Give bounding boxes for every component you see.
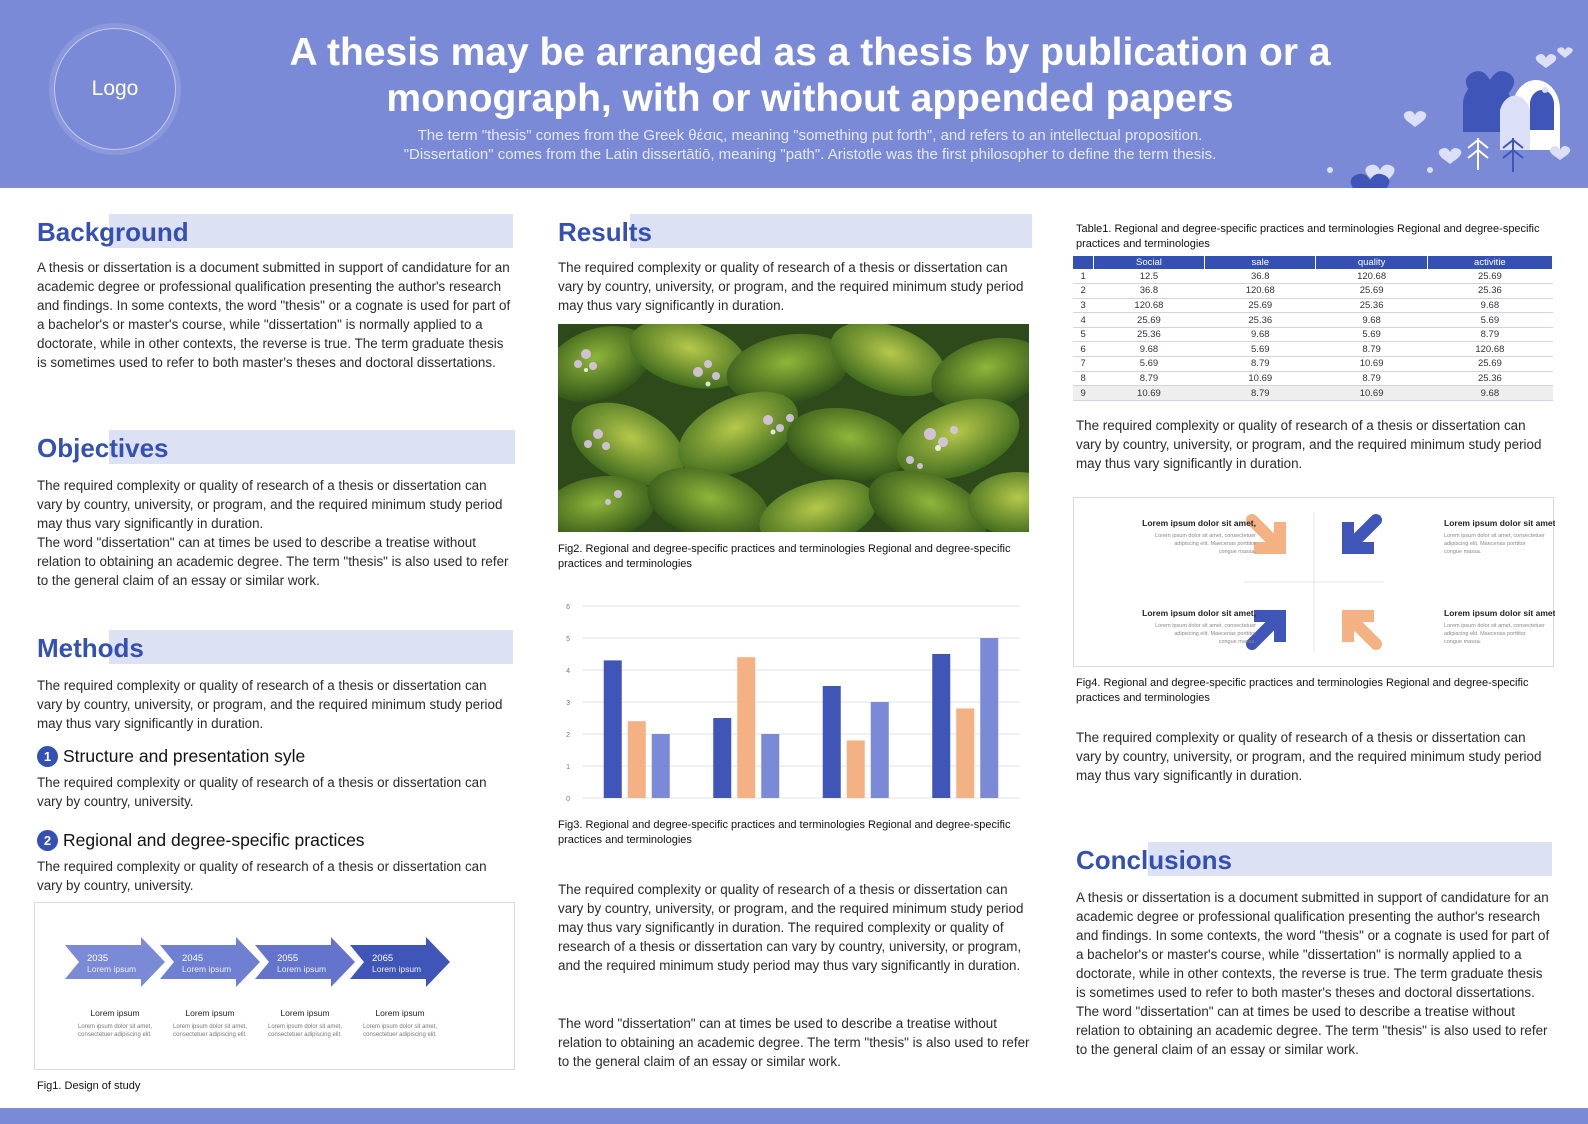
table-cell: 25.69 [1316, 284, 1427, 299]
table-cell: 10.69 [1205, 371, 1316, 386]
fig4-item-desc: congue massa. [1218, 639, 1256, 645]
y-tick-label: 1 [566, 764, 570, 771]
table-cell: 9 [1073, 386, 1093, 401]
timeline-year: 2065 [372, 953, 394, 964]
timeline-desc: consectetuer adipiscing elit. [363, 1032, 437, 1038]
timeline-desc: consectetuer adipiscing elit. [173, 1032, 247, 1038]
fig4-item-desc: adipiscing elit. Maecenas porttitor [1174, 541, 1256, 547]
table-cell: 4 [1073, 313, 1093, 328]
timeline-label: Lorem ipsum [90, 1008, 140, 1018]
table-cell: 10.69 [1093, 386, 1204, 401]
methods-subheading-2 [37, 830, 365, 851]
table-cell: 25.69 [1093, 313, 1204, 328]
table-row [1073, 342, 1553, 357]
y-tick-label: 5 [566, 636, 570, 643]
timeline-desc: Lorem ipsum dolor sit amet, [267, 1024, 343, 1030]
fig3-caption: Fig3. Regional and degree-specific practices and terminologies Regional and degree-specific practices and terminologies [558, 819, 1011, 846]
table-cell: 7 [1073, 357, 1093, 372]
fig4-item-desc: adipiscing elit. Maecenas porttitor [1444, 541, 1526, 547]
table1-header-cell: activitie [1427, 256, 1552, 269]
methods-heading: Methods [37, 630, 513, 664]
bar [847, 740, 865, 798]
number-badge-2: 2 [37, 830, 58, 851]
table-row [1073, 357, 1553, 372]
table-cell: 8 [1073, 371, 1093, 386]
bar [956, 708, 974, 798]
timeline-label: Lorem ipsum [185, 1008, 235, 1018]
conclusions-heading: Conclusions [1076, 842, 1552, 876]
timeline-desc: consectetuer adipiscing elit. [268, 1032, 342, 1038]
y-tick-label: 0 [566, 796, 570, 803]
fig4-item-desc: adipiscing elit. Maecenas porttitor [1444, 631, 1526, 637]
arrow-icon [1252, 520, 1286, 554]
title-line-2: monograph, with or without appended papers [386, 77, 1234, 120]
timeline-label: Lorem ipsum [280, 1008, 330, 1018]
table-cell: 9.68 [1316, 313, 1427, 328]
table-cell: 8.79 [1093, 371, 1204, 386]
timeline-year: 2045 [182, 953, 204, 964]
fig4-text: The required complexity or quality of research of a thesis or dissertation can vary by country, university, or program, and the required minimum study period may thus vary significantly in duration. [1076, 730, 1542, 783]
timeline-sub: Lorem ipsum [277, 964, 327, 974]
poster-subtitle [260, 126, 1360, 164]
table1 [1073, 256, 1553, 401]
methods-text: The required complexity or quality of research of a thesis or dissertation can vary by country, university, or program, and the required minimum study period may thus vary significantly in duration. [37, 678, 503, 731]
table-cell: 1 [1073, 269, 1093, 284]
bar [628, 721, 646, 798]
objectives-para-2: The word "dissertation" can at times be used to describe a treatise without relation to obtaining an academic degree. The term "thesis" is also used to refer to the general claim of an essay or similar work. [37, 535, 509, 588]
arrow-icon [1342, 520, 1376, 554]
subtitle-line-2: "Dissertation" comes from the Latin dissertātiō, meaning "path". Aristotle was the first philosopher to define the term thesis. [403, 146, 1217, 163]
logo-label: Logo [91, 77, 139, 100]
fig4-item-title: Lorem ipsum dolor sit amet, [1142, 518, 1256, 528]
title-line-1: A thesis may be arranged as a thesis by publication or a [289, 31, 1331, 74]
table-cell: 8.79 [1316, 371, 1427, 386]
table-cell: 8.79 [1205, 386, 1316, 401]
table-cell: 9.68 [1427, 386, 1552, 401]
y-tick-label: 4 [566, 668, 570, 675]
fig4-caption: Fig4. Regional and degree-specific practices and terminologies Regional and degree-specific practices and terminologies [1076, 677, 1529, 704]
table-cell: 36.8 [1205, 269, 1316, 284]
timeline-year: 2035 [87, 953, 109, 964]
timeline-arrow [160, 937, 260, 987]
table-cell: 25.36 [1093, 327, 1204, 342]
table-cell: 9.68 [1093, 342, 1204, 357]
background-text: A thesis or dissertation is a document submitted in support of candidature for an academic degree or professional qualification presenting the author's research and findings. In some contexts, the word "thesis" or a cognate is used for part of a bachelor's or master's course, while "dissertation" is normally applied to a doctorate, while in other contexts, the reverse is true. The term graduate thesis is sometimes used to refer to both master's theses and doctoral dissertations. [37, 260, 511, 370]
table-cell: 25.69 [1205, 298, 1316, 313]
table-cell: 10.69 [1316, 357, 1427, 372]
fig4-item-desc: Lorem ipsum dolor sit amet, consectetuer [1155, 533, 1256, 539]
table-cell: 10.69 [1316, 386, 1427, 401]
poster-header [0, 0, 1588, 188]
subheading-1-title: Structure and presentation syle [63, 746, 306, 766]
timeline-arrow [65, 937, 165, 987]
timeline-sub: Lorem ipsum [372, 964, 422, 974]
methods-sub2-text: The required complexity or quality of research of a thesis or dissertation can vary by country, university. [37, 859, 487, 893]
table-cell: 5.69 [1316, 327, 1427, 342]
table-cell: 8.79 [1427, 327, 1552, 342]
table-cell: 8.79 [1205, 357, 1316, 372]
timeline-desc: consectetuer adipiscing elit. [78, 1032, 152, 1038]
fig1-caption: Fig1. Design of study [37, 1080, 141, 1092]
table1-body [1073, 269, 1553, 400]
table-cell: 5.69 [1427, 313, 1552, 328]
results-text-1: The required complexity or quality of research of a thesis or dissertation can vary by country, university, or program, and the required minimum study period may thus vary significantly in duration. [558, 260, 1024, 313]
table-cell: 3 [1073, 298, 1093, 313]
objectives-para-1: The required complexity or quality of research of a thesis or dissertation can vary by country, university, or program, and the required minimum study period may thus vary significantly in duration. [37, 478, 503, 531]
table-row [1073, 386, 1553, 401]
table1-header-cell: quality [1316, 256, 1427, 269]
table-cell: 25.36 [1427, 284, 1552, 299]
table-cell: 120.68 [1316, 269, 1427, 284]
table-cell: 25.69 [1427, 357, 1552, 372]
fig4-item-desc: congue massa. [1444, 549, 1482, 555]
table1-header-cell: sale [1205, 256, 1316, 269]
fig4-item-desc: Lorem ipsum dolor sit amet, consectetuer [1444, 623, 1545, 629]
objectives-heading: Objectives [37, 430, 515, 464]
fig4-item-desc: congue massa. [1444, 639, 1482, 645]
table1-header-row [1073, 256, 1553, 269]
table1-header-cell: Social [1093, 256, 1204, 269]
poster-title [260, 30, 1360, 122]
table1-text: The required complexity or quality of research of a thesis or dissertation can vary by country, university, or program, and the required minimum study period may thus vary significantly in duration. [1076, 418, 1542, 471]
timeline-sub: Lorem ipsum [182, 964, 232, 974]
y-tick-label: 6 [566, 604, 570, 611]
fig1-timeline-box [34, 902, 515, 1070]
bar [871, 702, 889, 798]
timeline-arrow [350, 937, 450, 987]
fig3-bar-chart [552, 598, 1032, 810]
arrow-icon [1252, 610, 1286, 644]
bar [980, 638, 998, 798]
heart-tree-decoration-icon [1260, 20, 1588, 188]
timeline-desc: Lorem ipsum dolor sit amet, [362, 1024, 438, 1030]
fig4-item-desc: Lorem ipsum dolor sit amet, consectetuer [1155, 623, 1256, 629]
subtitle-line-1: The term "thesis" comes from the Greek θέσις, meaning "something put forth", and refers to an intellectual proposition. [417, 127, 1203, 144]
flower-photo [558, 324, 1029, 532]
table1-caption: Table1. Regional and degree-specific practices and terminologies Regional and degree-specific practices and terminologies [1076, 223, 1540, 250]
table-row [1073, 371, 1553, 386]
background-heading: Background [37, 214, 513, 248]
fig4-item-title: Lorem ipsum dolor sit amet, [1444, 518, 1555, 528]
footer-bar [0, 1108, 1588, 1124]
table-row [1073, 298, 1553, 313]
bar [737, 657, 755, 798]
table-row [1073, 284, 1553, 299]
table-cell: 25.36 [1205, 313, 1316, 328]
table-cell: 25.36 [1427, 371, 1552, 386]
y-tick-label: 2 [566, 732, 570, 739]
y-tick-label: 3 [566, 700, 570, 707]
table-cell: 25.69 [1427, 269, 1552, 284]
timeline-year: 2055 [277, 953, 299, 964]
conclusions-para-1: A thesis or dissertation is a document submitted in support of candidature for an academic degree or professional qualification presenting the author's research and findings. In some contexts, the word "thesis" or a cognate is used for part of a bachelor's or master's course, while "dissertation" is normally applied to a doctorate, while in other contexts, the reverse is true. The term graduate thesis is sometimes used to refer to both master's theses and doctoral dissertations. [1076, 890, 1550, 1000]
bar [761, 734, 779, 798]
fig4-item-title: Lorem ipsum dolor sit amet, [1444, 608, 1555, 618]
results-text-3: The word "dissertation" can at times be used to describe a treatise without relation to obtaining an academic degree. The term "thesis" is also used to refer to the general claim of an essay or similar work. [558, 1016, 1030, 1069]
table-cell: 25.36 [1316, 298, 1427, 313]
table-cell: 6 [1073, 342, 1093, 357]
table-row [1073, 269, 1553, 284]
timeline-label: Lorem ipsum [375, 1008, 425, 1018]
bar [932, 654, 950, 798]
logo-placeholder [54, 28, 176, 150]
fig1-timeline [35, 903, 516, 1071]
results-heading: Results [558, 214, 1032, 248]
timeline-desc: Lorem ipsum dolor sit amet, [172, 1024, 248, 1030]
timeline-arrow [255, 937, 355, 987]
arrow-icon [1342, 610, 1376, 644]
fig4-box [1073, 497, 1554, 667]
bar [604, 660, 622, 798]
fig4-item-desc: adipiscing elit. Maecenas porttitor [1174, 631, 1256, 637]
conclusions-para-2: The word "dissertation" can at times be used to describe a treatise without relation to obtaining an academic degree. The term "thesis" is also used to refer to the general claim of an essay or similar work. [1076, 1004, 1548, 1057]
bar [823, 686, 841, 798]
objectives-text [37, 476, 513, 590]
fig4-item-title: Lorem ipsum dolor sit amet, [1142, 608, 1256, 618]
table1-header-cell [1073, 256, 1093, 269]
table-cell: 36.8 [1093, 284, 1204, 299]
table-cell: 120.68 [1427, 342, 1552, 357]
timeline-sub: Lorem ipsum [87, 964, 137, 974]
fig4-arrows-diagram [1074, 498, 1555, 668]
table-cell: 120.68 [1093, 298, 1204, 313]
table-cell: 120.68 [1205, 284, 1316, 299]
table-cell: 5 [1073, 327, 1093, 342]
methods-sub1-text: The required complexity or quality of research of a thesis or dissertation can vary by country, university. [37, 775, 487, 809]
conclusions-text [1076, 888, 1554, 1059]
fig2-caption: Fig2. Regional and degree-specific practices and terminologies Regional and degree-specific practices and terminologies [558, 543, 1011, 570]
number-badge-1: 1 [37, 746, 58, 767]
methods-subheading-1 [37, 746, 305, 767]
results-text-2: The required complexity or quality of research of a thesis or dissertation can vary by country, university, or program, and the required minimum study period may thus vary significantly in duration. The required complexity or quality of research of a thesis or dissertation can vary by country, university, or program, and the required minimum study period may thus vary significantly in duration. [558, 882, 1024, 973]
hydrangea-leaves-image [558, 324, 1029, 532]
timeline-desc: Lorem ipsum dolor sit amet, [77, 1024, 153, 1030]
subheading-2-title: Regional and degree-specific practices [63, 830, 365, 850]
table-row [1073, 313, 1553, 328]
table-cell: 5.69 [1205, 342, 1316, 357]
table-cell: 2 [1073, 284, 1093, 299]
table-cell: 9.68 [1427, 298, 1552, 313]
bar [652, 734, 670, 798]
table-cell: 12.5 [1093, 269, 1204, 284]
table-row [1073, 327, 1553, 342]
table-cell: 5.69 [1093, 357, 1204, 372]
table-cell: 9.68 [1205, 327, 1316, 342]
table-cell: 8.79 [1316, 342, 1427, 357]
bar [713, 718, 731, 798]
fig4-item-desc: Lorem ipsum dolor sit amet, consectetuer [1444, 533, 1545, 539]
fig4-item-desc: congue massa. [1218, 549, 1256, 555]
